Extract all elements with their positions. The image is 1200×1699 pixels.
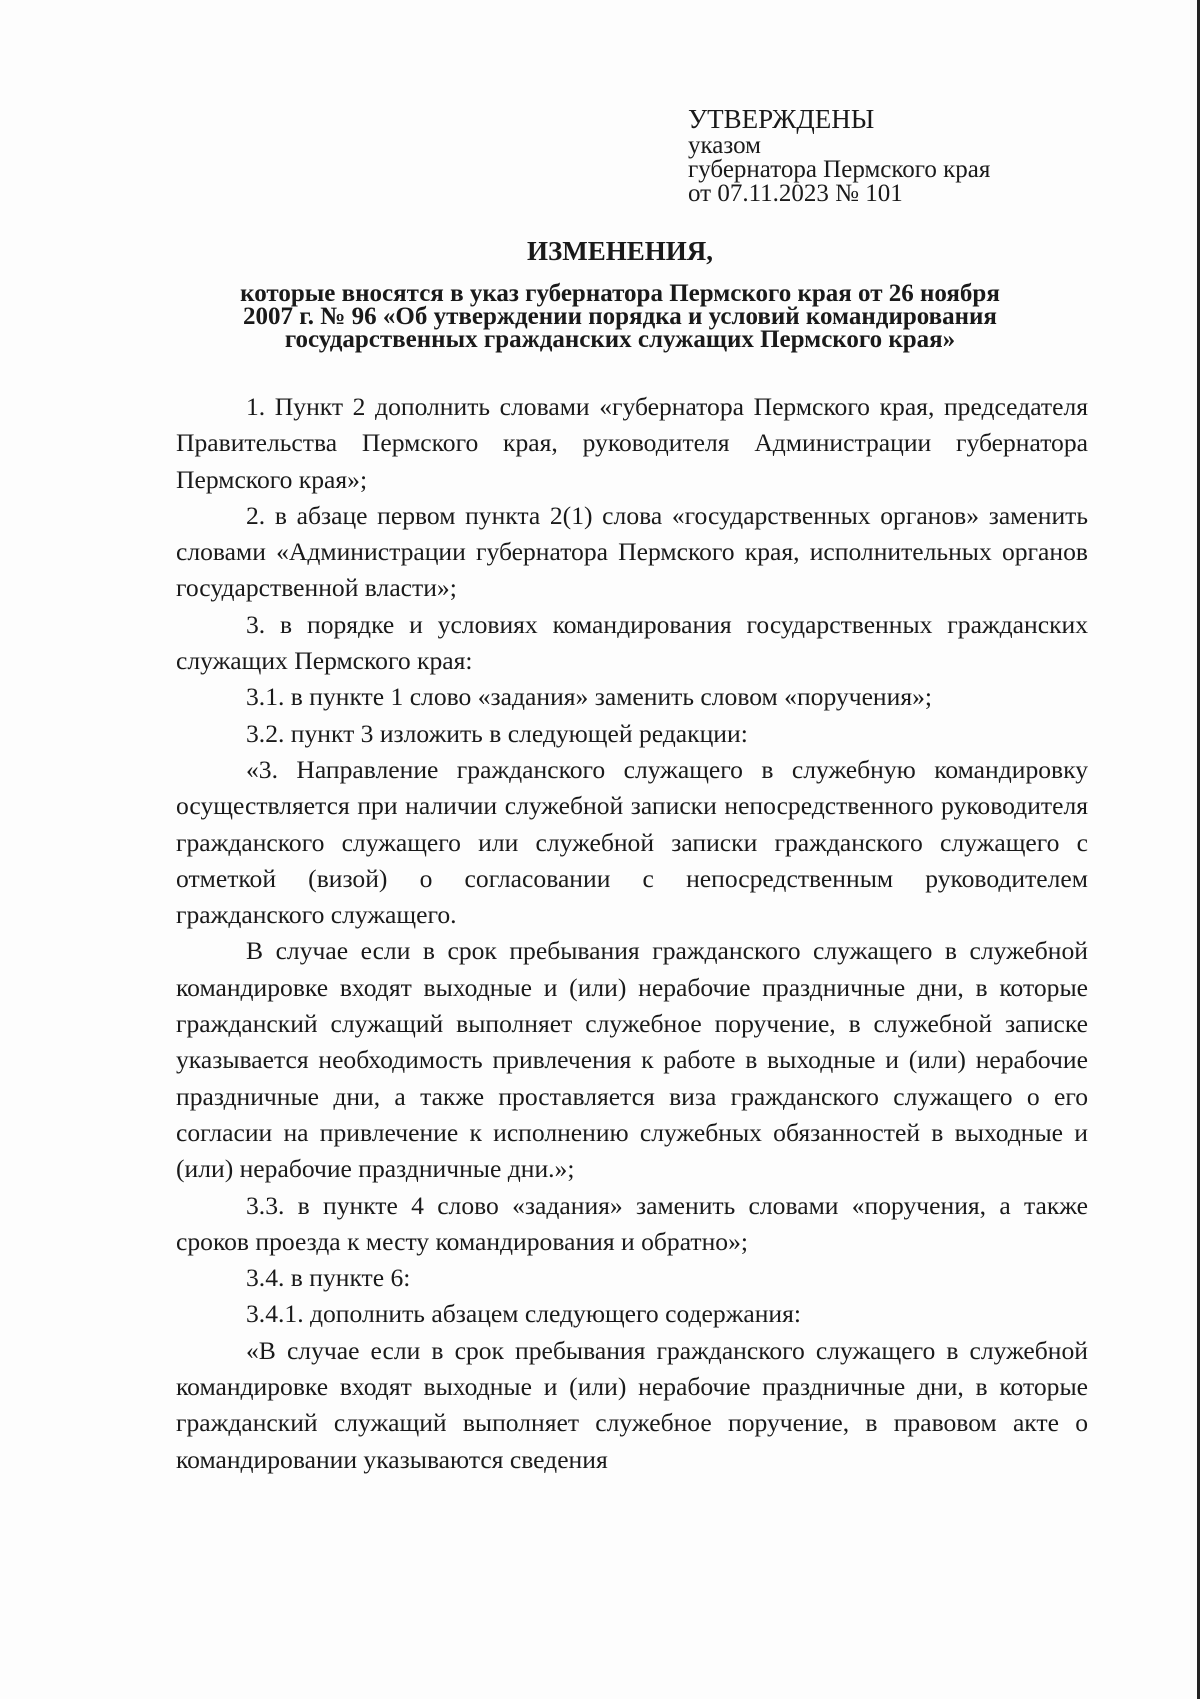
heading-title: ИЗМЕНЕНИЯ,: [526, 236, 713, 266]
paragraph-2: 2. в абзаце первом пункта 2(1) слова «государственных органов» заменить словами «Администрации губернатора Пермского края, исполнительных органов государственной власти»;: [176, 500, 1088, 603]
paragraph-3-4: 3.4. в пункте 6:: [246, 1263, 411, 1293]
paragraph-3-1: 3.1. в пункте 1 слово «задания» заменить словом «поручения»;: [246, 682, 933, 712]
paragraph-3: 3. в порядке и условиях командирования государственных гражданских служащих Пермского края:: [176, 609, 1088, 676]
quoted-paragraph-addition: «В случае если в срок пребывания гражданского служащего в служебной командировке входят выходные и (или) нерабочие праздничные дни, в которые гражданский служащий выполняет служебное поручение, в правовом акте о командировании указываются сведения: [176, 1335, 1088, 1474]
paragraph-3-2: 3.2. пункт 3 изложить в следующей редакции:: [246, 718, 748, 748]
approval-date-number: от 07.11.2023 № 101: [688, 180, 903, 207]
document-heading: [170, 232, 1070, 351]
quoted-paragraph-3-second: В случае если в срок пребывания гражданского служащего в служебной командировке входят выходные и (или) нерабочие праздничные дни, в которые гражданский служащий выполняет служебное поручение, в служебной записке указывается необходимость привлечения к работе в выходные и (или) нерабочие праздничные дни, а также проставляется виза гражданского служащего о его согласии на привлечение к исполнению служебных обязанностей в выходные и (или) нерабочие праздничные дни.»;: [176, 936, 1088, 1184]
paragraph-1: 1. Пункт 2 дополнить словами «губернатора Пермского края, председателя Правительства Пермского края, руководителя Администрации губернатора Пермского края»;: [176, 392, 1088, 494]
approval-line: губернатора Пермского края: [688, 156, 991, 183]
quoted-paragraph-3: «3. Направление гражданского служащего в служебную командировку осуществляется при наличии служебной записки непосредственного руководителя гражданского служащего или служебной записки гражданского служащего с отметкой (визой) о согласовании с непосредственным руководителем гражданского служащего.: [176, 754, 1088, 930]
heading-subtitle-line: которые вносятся в указ губернатора Пермского края от 26 ноября: [240, 280, 1000, 307]
approval-stamp: [688, 104, 990, 206]
heading-subtitle-line: государственных гражданских служащих Пермского края»: [284, 326, 956, 353]
document-body: [176, 389, 1088, 1478]
approval-title: УТВЕРЖДЕНЫ: [688, 104, 875, 134]
heading-subtitle-line: 2007 г. № 96 «Об утверждении порядка и условий командирования: [243, 303, 997, 330]
approval-line: указом: [688, 132, 761, 159]
paragraph-3-4-1: 3.4.1. дополнить абзацем следующего содержания:: [246, 1299, 802, 1329]
paragraph-3-3: 3.3. в пункте 4 слово «задания» заменить словами «поручения, а также сроков проезда к месту командирования и обратно»;: [176, 1190, 1088, 1256]
